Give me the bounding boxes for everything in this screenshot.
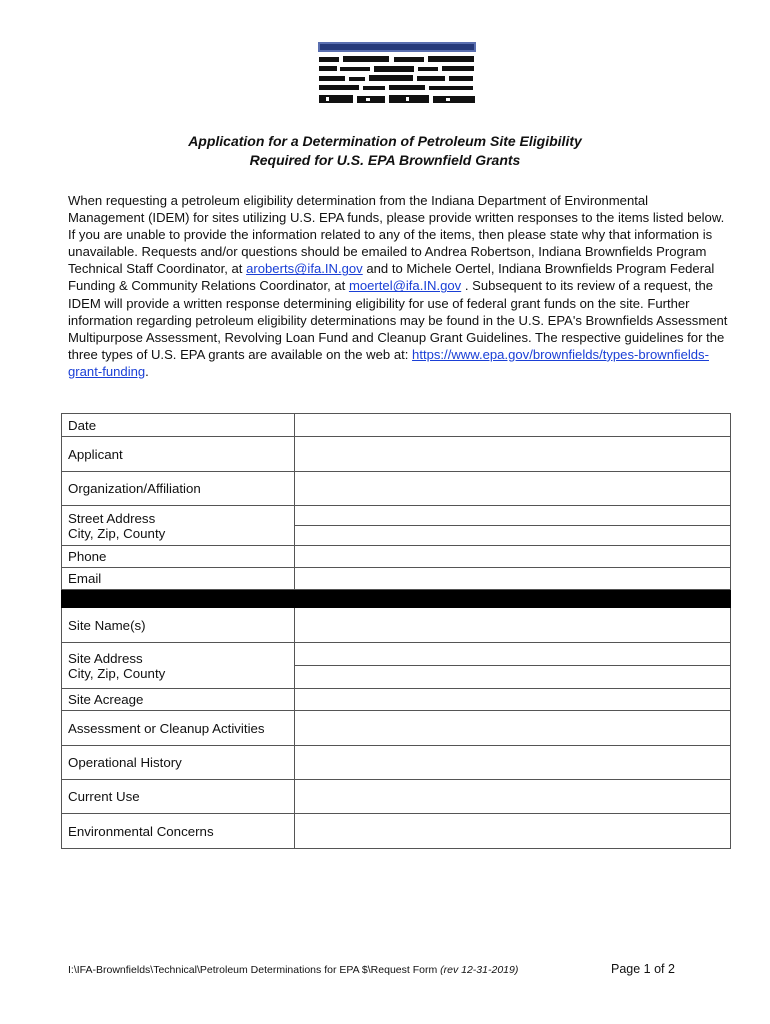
label-phone: Phone bbox=[62, 546, 295, 568]
form-row-phone bbox=[62, 546, 731, 568]
form-row-site-names bbox=[62, 608, 731, 643]
label-date: Date bbox=[62, 414, 295, 437]
label-site-city-zip-county: City, Zip, County bbox=[68, 665, 166, 681]
input-current-use[interactable] bbox=[295, 780, 731, 814]
application-form-table bbox=[61, 413, 731, 849]
form-row-applicant bbox=[62, 437, 731, 472]
form-row-site-address bbox=[62, 643, 731, 689]
form-row-site-acreage bbox=[62, 689, 731, 711]
label-operational-history: Operational History bbox=[62, 746, 295, 780]
footer-revision: (rev 12-31-2019) bbox=[440, 964, 519, 976]
input-site-city-zip-county[interactable] bbox=[295, 665, 730, 688]
section-divider-bar bbox=[62, 590, 731, 608]
site-address-inputs bbox=[295, 643, 731, 689]
input-environmental-concerns[interactable] bbox=[295, 814, 731, 849]
intro-text-4: . bbox=[145, 363, 149, 379]
label-city-zip-county: City, Zip, County bbox=[68, 525, 166, 541]
label-applicant: Applicant bbox=[62, 437, 295, 472]
form-row-organization bbox=[62, 472, 731, 506]
form-row-street-address bbox=[62, 506, 731, 546]
input-site-acreage[interactable] bbox=[295, 689, 731, 711]
intro-text-1: When requesting a petroleum eligibility determination from the Indiana Department of Environmental Management (IDEM) for sites utilizing U.S. EPA funds, please provide written responses to the items listed below. If you are unable to provide the information related to any of the items, then please state why that information is unavailable. Requests and/or questions should be emailed to Andrea Robertson, Indiana Brownfields Program Technical Staff Coordinator, at bbox=[68, 193, 725, 277]
form-row-activities bbox=[62, 711, 731, 746]
intro-text-3: . Subsequent to its review of a request, the IDEM will provide a written response determining eligibility for use of federal grant funds on the site. Further information regarding petroleum eligibility determinations may be found in the U.S. EPA's Brownfields Assessment Multipurpose Assessment, Revolving Loan Fund and Cleanup Grant Guidelines. The respective guidelines for the three types of U.S. EPA grants are available on the web at: bbox=[68, 278, 728, 362]
label-current-use: Current Use bbox=[62, 780, 295, 814]
label-site-acreage: Site Acreage bbox=[62, 689, 295, 711]
label-activities: Assessment or Cleanup Activities bbox=[62, 711, 295, 746]
divider-right bbox=[295, 590, 731, 608]
form-row-date bbox=[62, 414, 731, 437]
input-activities[interactable] bbox=[295, 711, 731, 746]
divider-left bbox=[62, 590, 295, 608]
input-date[interactable] bbox=[295, 414, 731, 437]
address-inputs bbox=[295, 506, 731, 546]
input-street-address[interactable] bbox=[295, 506, 730, 525]
input-city-zip-county[interactable] bbox=[295, 525, 730, 545]
label-site-address-block bbox=[62, 643, 295, 689]
intro-text-2: and to Michele Oertel, Indiana Brownfields Program Federal Funding & Community Relations Coordinator, at bbox=[68, 261, 715, 294]
input-organization[interactable] bbox=[295, 472, 731, 506]
intro-paragraph bbox=[68, 192, 728, 380]
label-environmental-concerns: Environmental Concerns bbox=[62, 814, 295, 849]
footer-path: I:\IFA-Brownfields\Technical\Petroleum Determinations for EPA $\Request Form bbox=[68, 964, 441, 976]
label-organization: Organization/Affiliation bbox=[62, 472, 295, 506]
input-applicant[interactable] bbox=[295, 437, 731, 472]
input-operational-history[interactable] bbox=[295, 746, 731, 780]
page-number: Page 1 of 2 bbox=[611, 962, 675, 976]
label-street-address bbox=[62, 506, 295, 546]
label-email: Email bbox=[62, 568, 295, 590]
email-link-aroberts[interactable]: aroberts@ifa.IN.gov bbox=[246, 261, 363, 277]
document-subtitle: Required for U.S. EPA Brownfield Grants bbox=[249, 152, 521, 168]
label-site-names: Site Name(s) bbox=[62, 608, 295, 643]
input-phone[interactable] bbox=[295, 546, 731, 568]
form-row-current-use bbox=[62, 780, 731, 814]
form-row-email bbox=[62, 568, 731, 590]
form-row-operational-history bbox=[62, 746, 731, 780]
footer-file-path bbox=[68, 964, 518, 976]
label-street: Street Address bbox=[68, 510, 156, 526]
input-email[interactable] bbox=[295, 568, 731, 590]
label-site-address: Site Address bbox=[68, 650, 143, 666]
input-site-names[interactable] bbox=[295, 608, 731, 643]
document-title: Application for a Determination of Petroleum Site Eligibility bbox=[188, 133, 582, 149]
email-link-moertel[interactable]: moertel@ifa.IN.gov bbox=[348, 278, 462, 294]
form-row-environmental-concerns bbox=[62, 814, 731, 849]
epa-guidelines-link[interactable]: https://www.epa.gov/brownfields/types-brownfields-grant-funding bbox=[68, 346, 709, 379]
input-site-address[interactable] bbox=[295, 643, 730, 665]
brownfields-logo-image bbox=[316, 40, 478, 110]
